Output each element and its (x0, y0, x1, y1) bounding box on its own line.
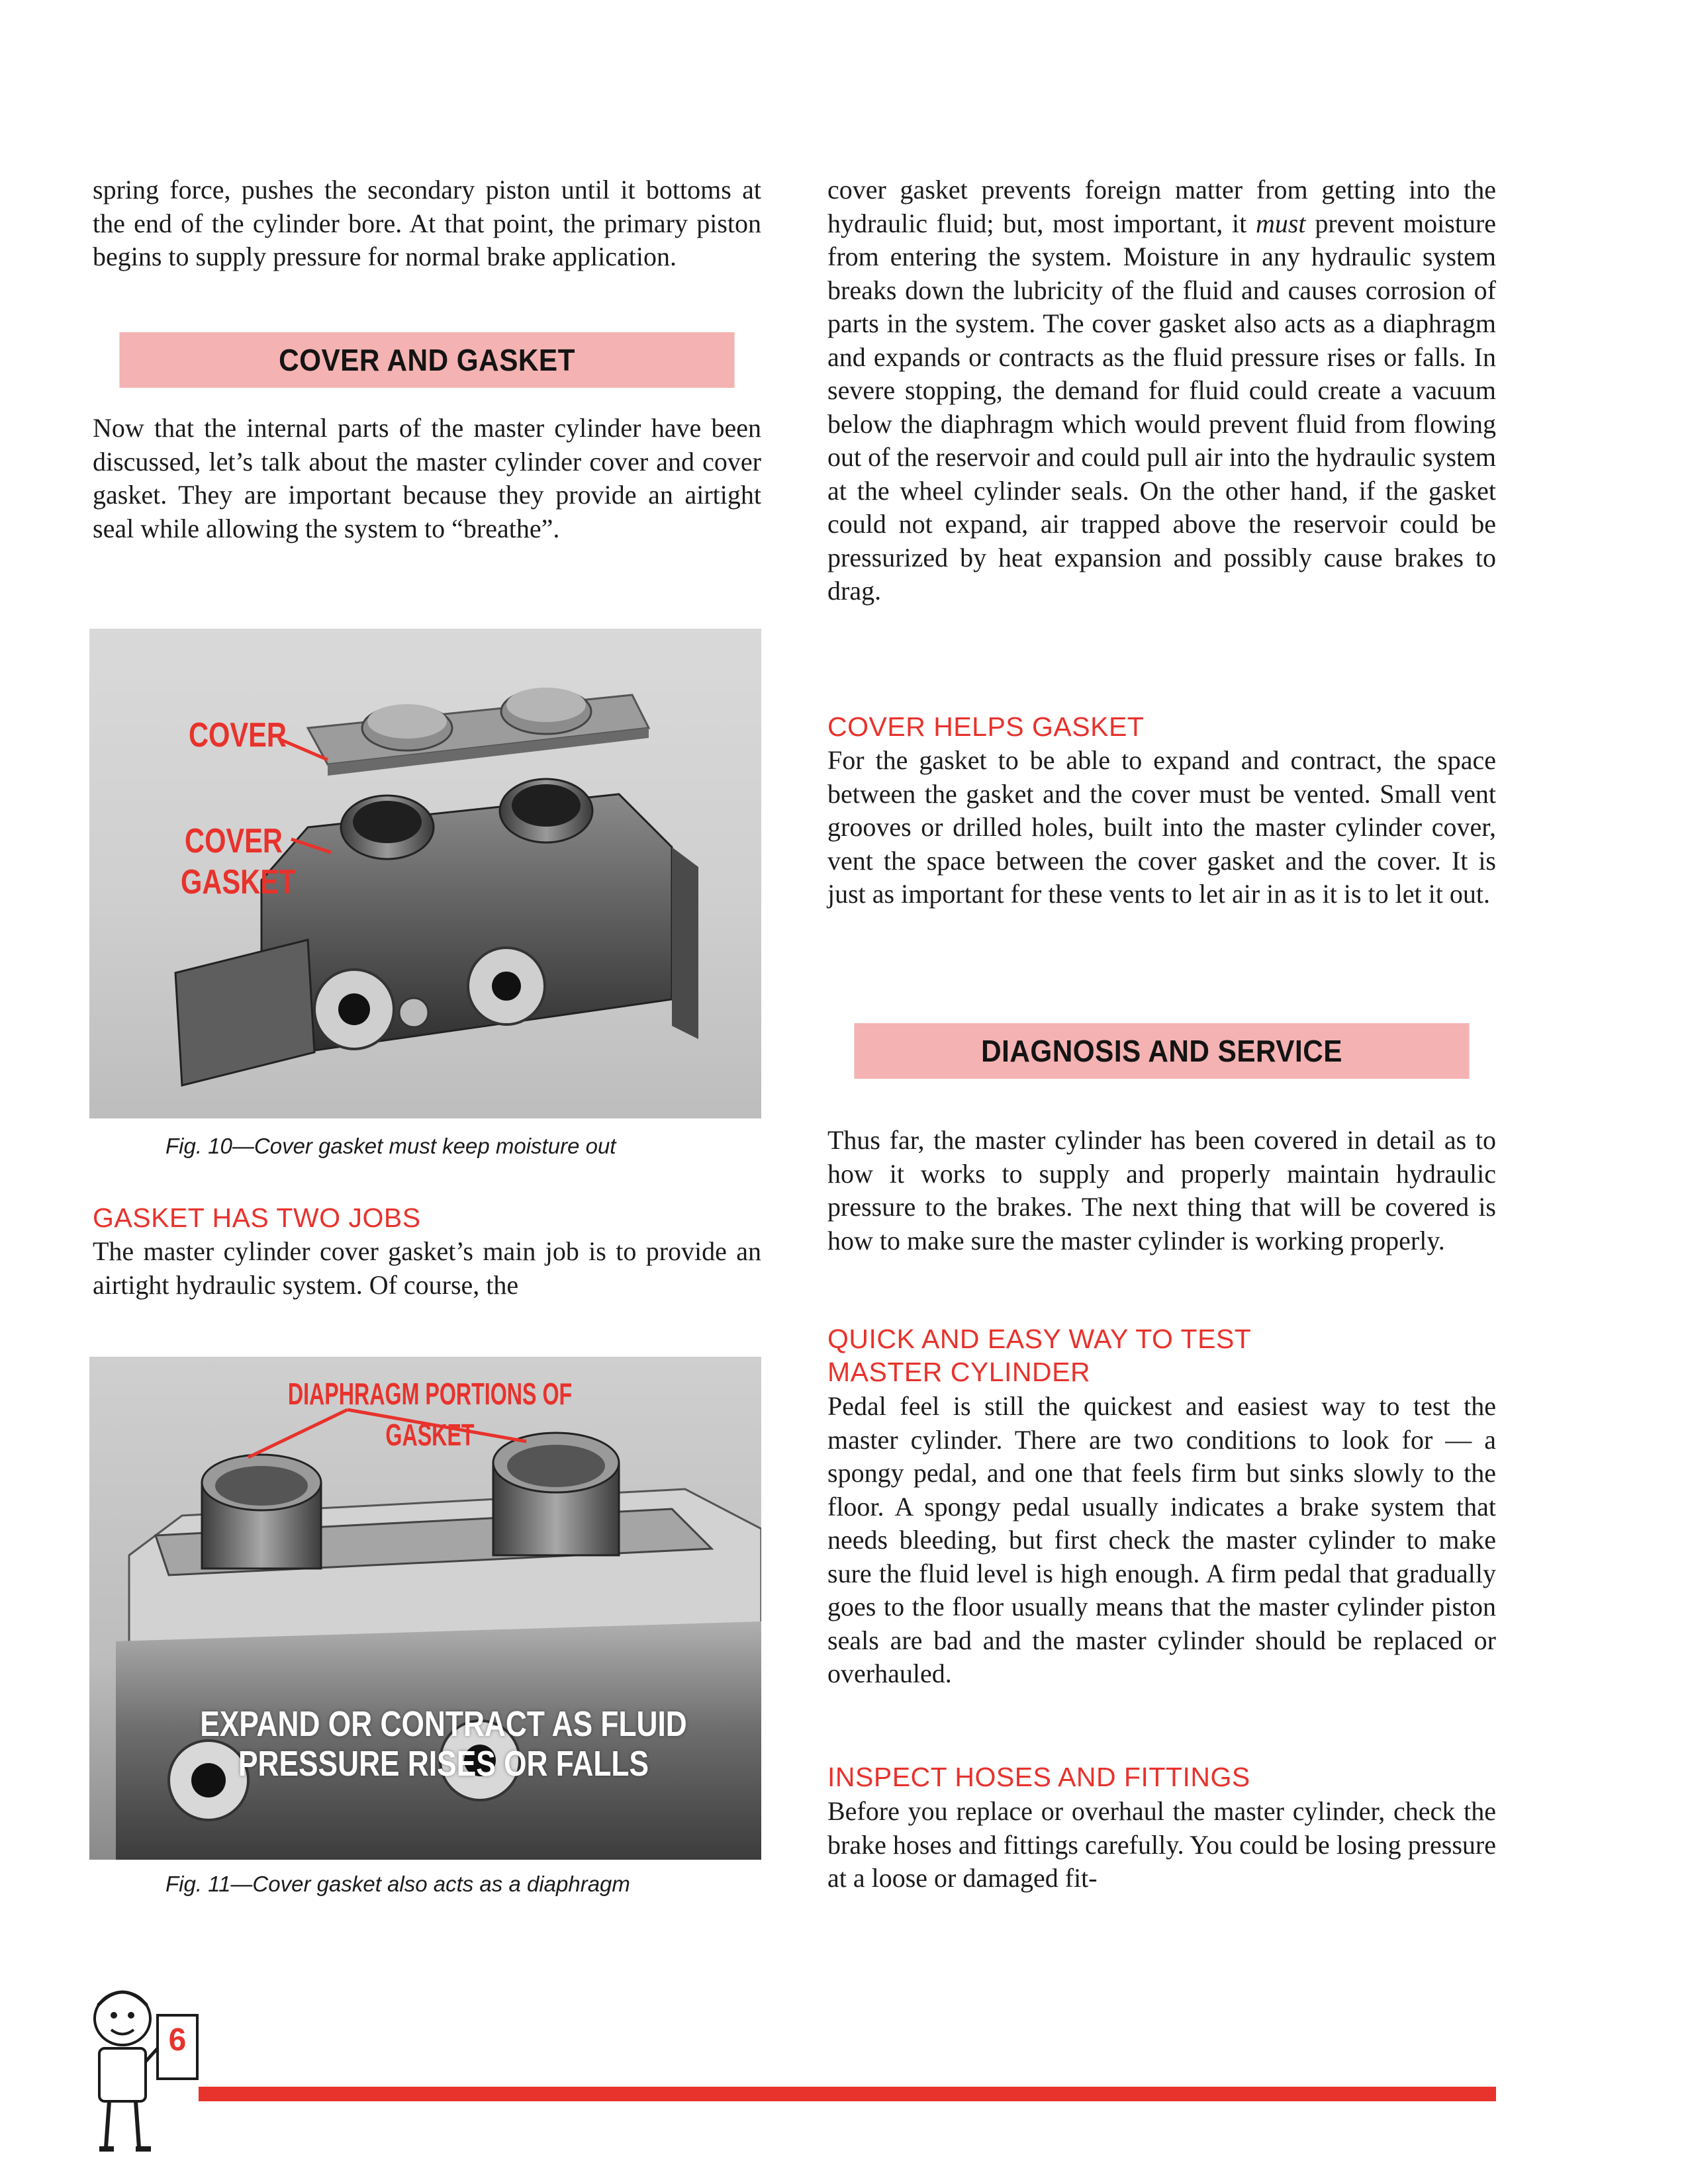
subhead-cover-helps-gasket: COVER HELPS GASKET (827, 711, 1145, 742)
left-column (93, 173, 761, 274)
cover-helps-paragraph-block (827, 744, 1496, 911)
inspect-paragraph-block (827, 1795, 1496, 1895)
label-diaphragm-portions: DIAPHRAGM PORTIONS OF GASKET (287, 1377, 573, 1452)
label-cover-gasket: COVER GASKET (181, 822, 296, 901)
cover-helps-paragraph: For the gasket to be able to expand and contract, the space between the gasket and the cover must be vented. Small vent grooves or drilled holes, built into the master cylinder cover, vent the space between the cover gasket and the cover. It is just as important for these vents to let air in as it is to let it out. (827, 745, 1496, 909)
subhead-quick-test: QUICK AND EASY WAY TO TEST MASTER CYLINDER (827, 1324, 1251, 1387)
two-jobs-paragraph: The master cylinder cover gasket’s main job is to provide an airtight hydraulic system. Of course, the (93, 1236, 761, 1300)
quick-test-paragraph: Pedal feel is still the quickest and easiest way to test the master cylinder. There are two conditions to look for — a spongy pedal, and one that feels firm but sinks slowly to the floor. A spongy pedal usually indicates a brake system that needs bleeding, but first check the master cylinder to make sure the fluid level is high enough. A firm pedal that gradually goes to the floor usually means that the master cylinder piston seals are bad and the master cylinder should be replaced or overhauled. (827, 1391, 1496, 1688)
figure-10-leader-lines (89, 629, 761, 1118)
banner-title: DIAGNOSIS AND SERVICE (981, 1034, 1342, 1068)
page-number: 6 (168, 2023, 187, 2058)
figure-10-photo (89, 629, 761, 1118)
label-cover: COVER (189, 716, 287, 754)
subhead-gasket-two-jobs: GASKET HAS TWO JOBS (93, 1203, 421, 1233)
inspect-paragraph: Before you replace or overhaul the master cylinder, check the brake hoses and fittings carefully. You could be losing pressure at a loose or damaged fit- (827, 1796, 1496, 1893)
footer-rule (199, 2087, 1496, 2101)
figure-10-caption: Fig. 10—Cover gasket must keep moisture out (165, 1134, 616, 1158)
quick-test-paragraph-block (827, 1390, 1496, 1691)
section-banner-diagnosis (854, 1023, 1469, 1079)
right-column (827, 173, 1496, 608)
intro-paragraph: spring force, pushes the secondary piston until it bottoms at the end of the cylinder bore. At that point, the primary piston begins to supply pressure for normal brake application. (93, 175, 761, 271)
figure-11-photo (89, 1357, 761, 1860)
two-jobs-paragraph-block (93, 1235, 761, 1302)
emphasis-must: must (1255, 208, 1306, 238)
diagnosis-paragraph: Thus far, the master cylinder has been covered in detail as to how it works to supply and properly maintain hydraulic pressure to the brakes. The next thing that will be covered is how to make sure the master cylinder is working properly. (827, 1125, 1496, 1255)
cover-paragraph-block (93, 412, 761, 545)
label-expand-contract: EXPAND OR CONTRACT AS FLUID PRESSURE RISES OR FALLS (200, 1704, 687, 1784)
section-banner-cover-gasket (119, 332, 734, 388)
cover-paragraph: Now that the internal parts of the master cylinder have been discussed, let’s talk about the master cylinder cover and cover gasket. They are important because they provide an airtight seal while allowing the system to “breathe”. (93, 413, 761, 543)
diagnosis-paragraph-block (827, 1124, 1496, 1257)
banner-title: COVER AND GASKET (279, 343, 575, 377)
continued-text-2: prevent moisture from entering the system. Moisture in any hydraulic system breaks down the lubricity of the fluid and causes corrosion of parts in the system. The cover gasket also acts as a diaphragm and expands or contracts as the fluid pressure rises or falls. In severe stopping, the demand for fluid could create a vacuum below the diaphragm which would prevent fluid from flowing out of the reservoir and could pull air into the hydraulic system at the wheel cylinder seals. On the other hand, if the gasket could not expand, air trapped above the reservoir could be pressurized by heat expansion and possibly cause brakes to drag. (827, 208, 1496, 606)
continued-paragraph (827, 173, 1496, 608)
figure-11-caption: Fig. 11—Cover gasket also acts as a diaphragm (165, 1872, 630, 1896)
continued-text-1: cover gasket prevents foreign matter from getting into the hydraulic fluid; but, most important, it (827, 175, 1496, 238)
subhead-inspect-hoses: INSPECT HOSES AND FITTINGS (827, 1762, 1250, 1792)
